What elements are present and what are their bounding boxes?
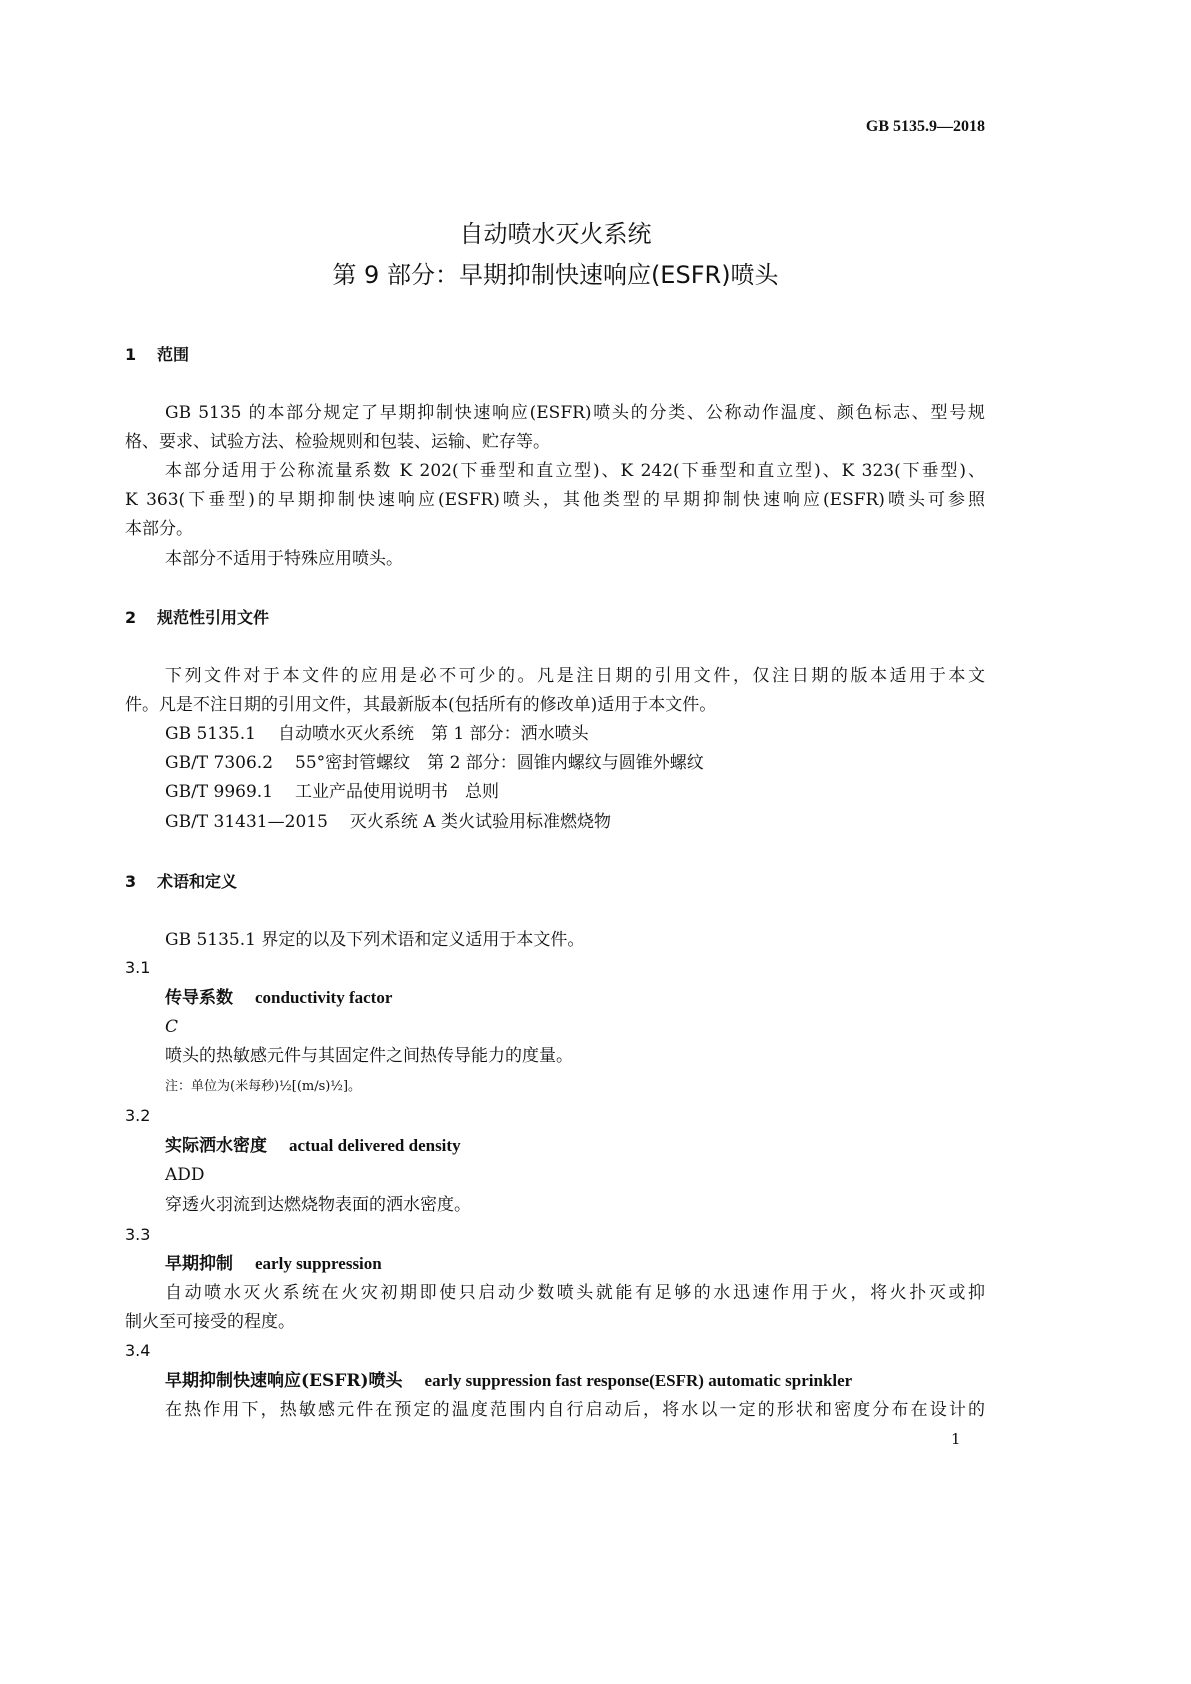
paragraph: 格、要求、试验方法、检验规则和包装、运输、贮存等。 xyxy=(125,432,550,452)
term-heading: 传导系数 conductivity factor xyxy=(165,988,393,1008)
paragraph: 本部分适用于公称流量系数 K 202(下垂型和直立型)、K 242(下垂型和直立型)、K 323(下垂型)、 xyxy=(165,461,985,481)
paragraph: GB 5135 的本部分规定了早期抑制快速响应(ESFR)喷头的分类、公称动作温度、颜色标志、型号规 xyxy=(165,403,985,423)
paragraph: 件。凡是不注日期的引用文件，其最新版本(包括所有的修改单)适用于本文件。 xyxy=(125,695,717,715)
title-line-1: 自动喷水灭火系统 xyxy=(459,220,652,248)
term-definition: 自动喷水灭火系统在火灾初期即使只启动少数喷头就能有足够的水迅速作用于火，将火扑灭或抑 xyxy=(165,1283,985,1303)
paragraph: 本部分。 xyxy=(125,519,193,539)
page-number: 1 xyxy=(951,1430,961,1448)
term-definition: 穿透火羽流到达燃烧物表面的洒水密度。 xyxy=(165,1195,471,1215)
term-heading: 早期抑制 early suppression xyxy=(165,1254,382,1274)
section-1-heading: 1 范围 xyxy=(125,345,190,364)
term-number: 3.4 xyxy=(125,1341,151,1360)
standard-number: GB 5135.9—2018 xyxy=(865,118,985,135)
term-heading: 早期抑制快速响应(ESFR)喷头 early suppression fast response(ESFR) automatic sprinkler xyxy=(165,1371,853,1391)
term-definition: 在热作用下，热敏感元件在预定的温度范围内自行启动后，将水以一定的形状和密度分布在设计的 xyxy=(165,1400,985,1420)
term-heading: 实际洒水密度 actual delivered density xyxy=(165,1136,461,1156)
reference-item: GB/T 9969.1 工业产品使用说明书 总则 xyxy=(165,782,500,802)
term-number: 3.2 xyxy=(125,1106,151,1125)
title-line-2: 第 9 部分：早期抑制快速响应(ESFR)喷头 xyxy=(332,261,779,289)
section-2-heading: 2 规范性引用文件 xyxy=(125,608,270,627)
term-definition: 喷头的热敏感元件与其固定件之间热传导能力的度量。 xyxy=(165,1046,573,1066)
term-definition: 制火至可接受的程度。 xyxy=(125,1312,295,1332)
reference-item: GB/T 31431—2015 灭火系统 A 类火试验用标准燃烧物 xyxy=(165,812,611,832)
term-number: 3.1 xyxy=(125,958,151,977)
reference-item: GB/T 7306.2 55°密封管螺纹 第 2 部分：圆锥内螺纹与圆锥外螺纹 xyxy=(165,753,704,773)
term-note: 注：单位为(米每秒)½[(m/s)½]。 xyxy=(165,1079,362,1094)
paragraph: GB 5135.1 界定的以及下列术语和定义适用于本文件。 xyxy=(165,930,585,950)
term-abbr: ADD xyxy=(165,1165,205,1185)
paragraph: 下列文件对于本文件的应用是必不可少的。凡是注日期的引用文件，仅注日期的版本适用于本文 xyxy=(165,666,985,686)
paragraph: 本部分不适用于特殊应用喷头。 xyxy=(165,549,403,569)
term-number: 3.3 xyxy=(125,1225,151,1244)
section-3-heading: 3 术语和定义 xyxy=(125,872,238,891)
paragraph: K 363(下垂型)的早期抑制快速响应(ESFR)喷头，其他类型的早期抑制快速响应(ESFR)喷头可参照 xyxy=(125,490,985,510)
reference-item: GB 5135.1 自动喷水灭火系统 第 1 部分：洒水喷头 xyxy=(165,724,589,744)
term-abbr: C xyxy=(165,1017,179,1037)
